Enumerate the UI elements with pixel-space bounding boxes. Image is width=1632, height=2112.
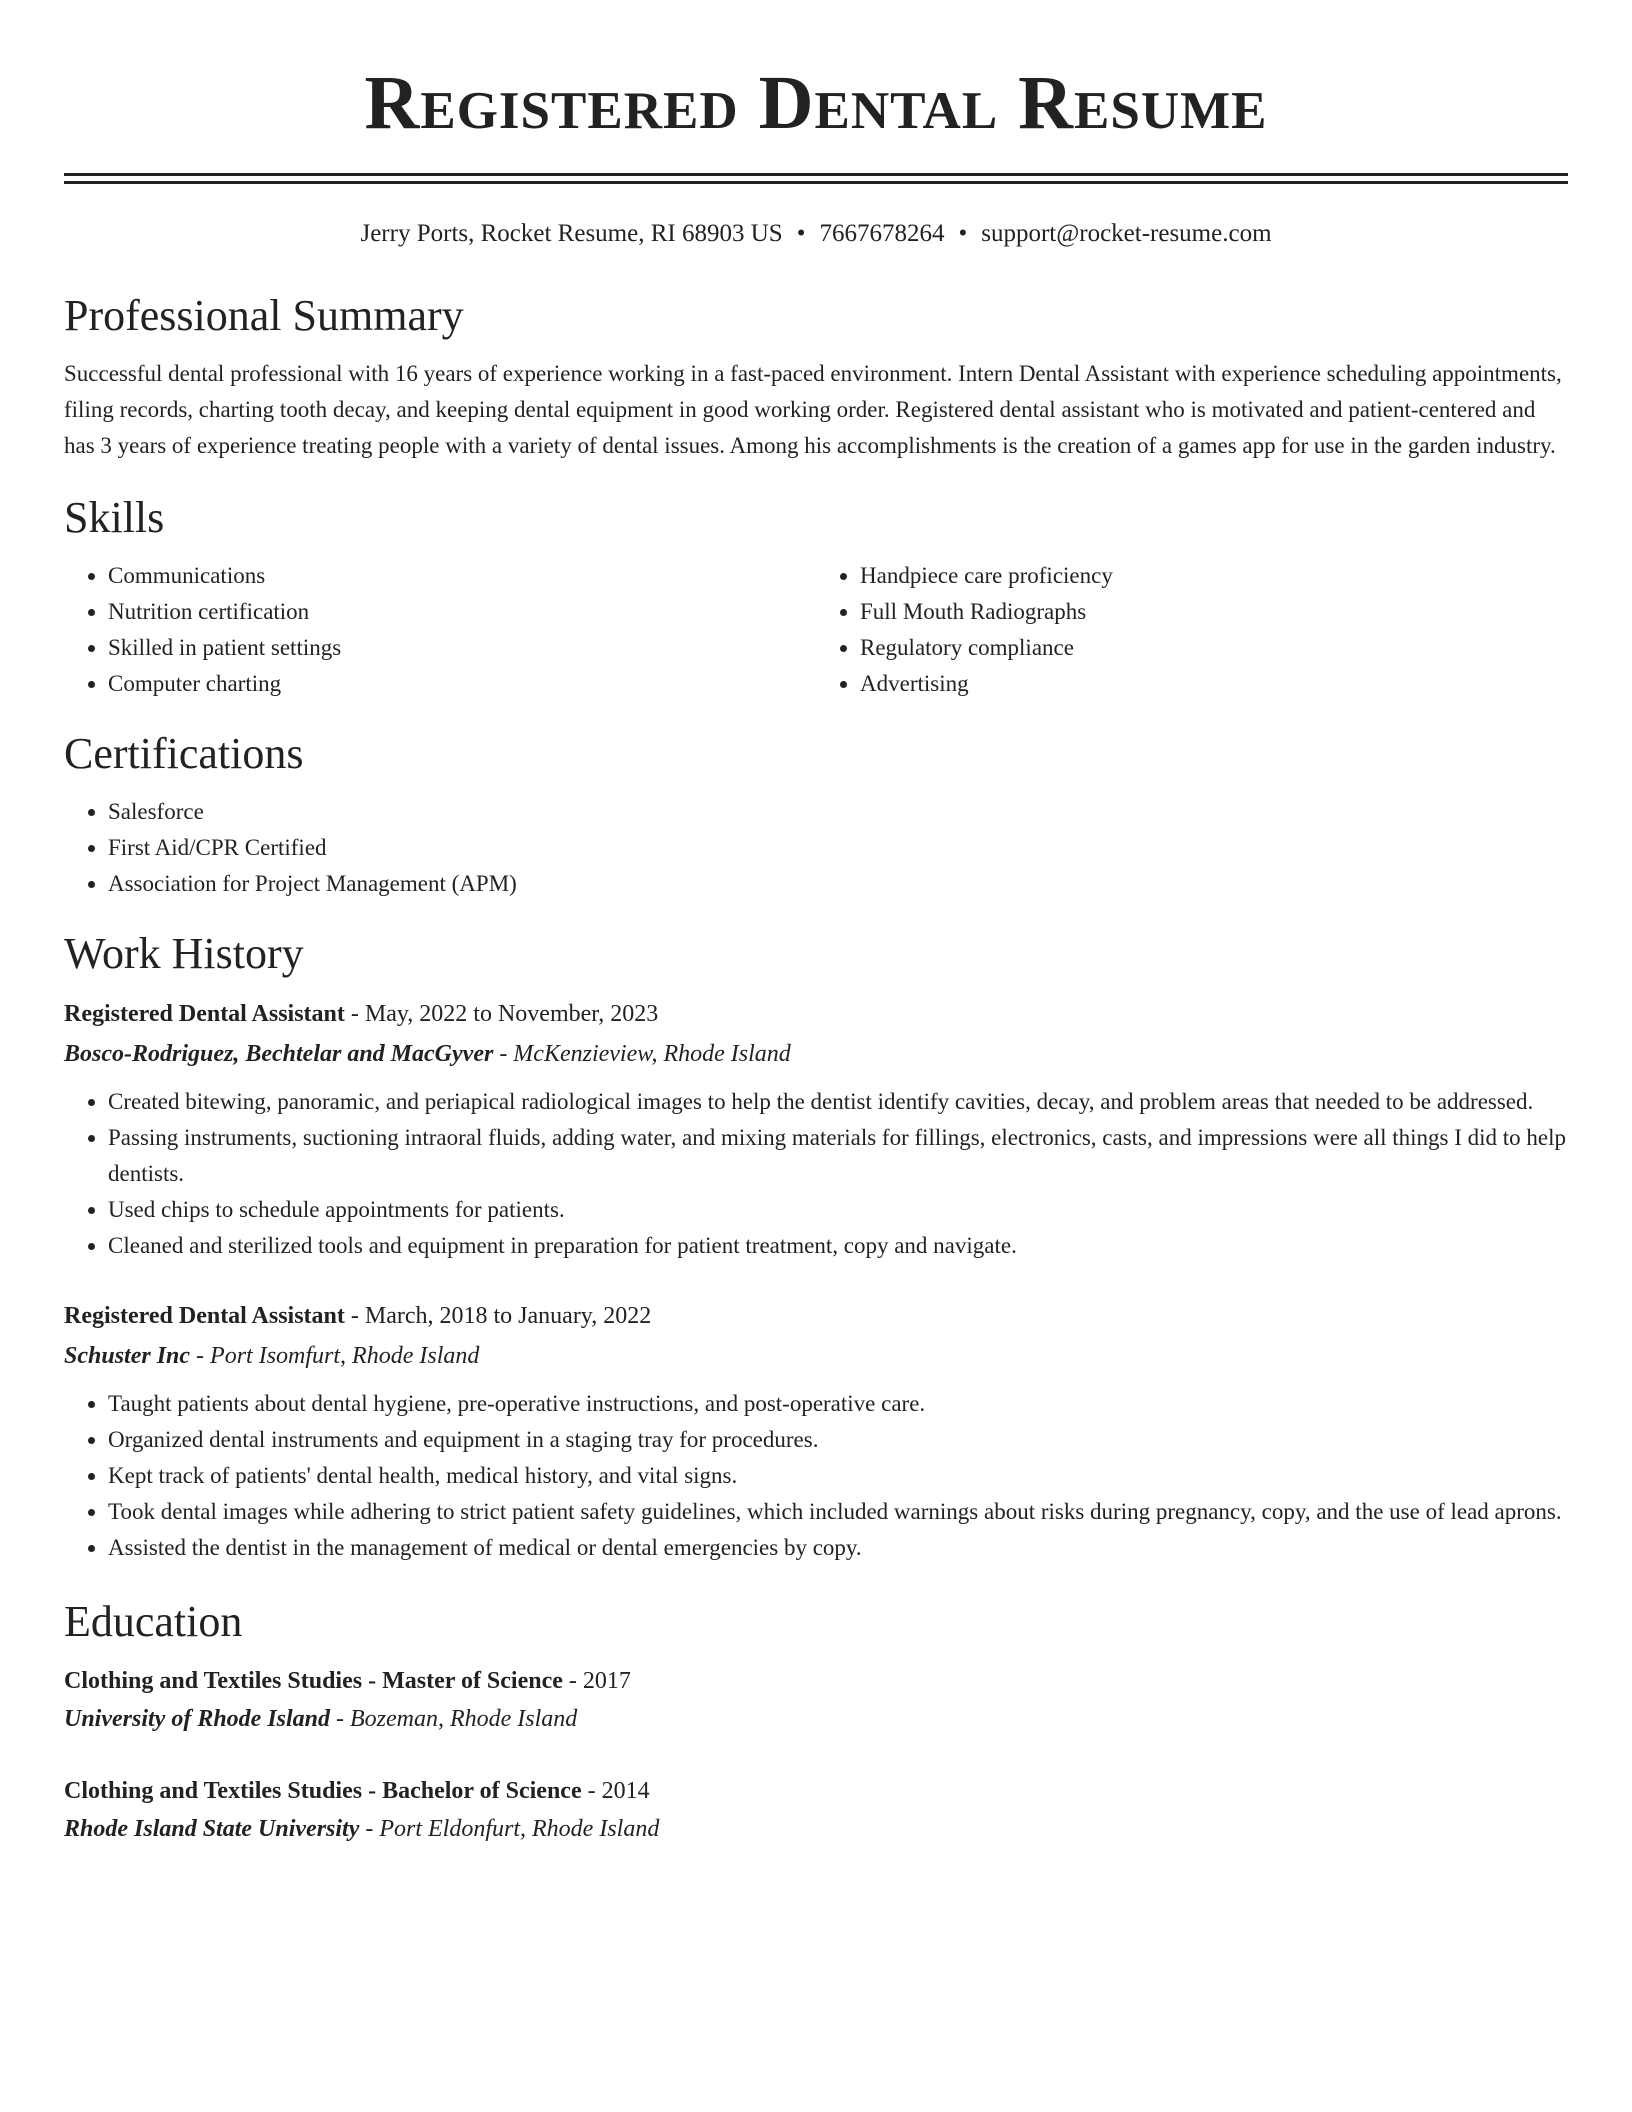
education-school: University of Rhode Island: [64, 1706, 331, 1732]
skill-item: • Nutrition certification: [108, 594, 816, 630]
job-bullet: • Organized dental instruments and equipment in a staging tray for procedures.: [108, 1422, 1568, 1458]
job-location: - McKenzieview, Rhode Island: [493, 1041, 791, 1067]
summary-heading: Professional Summary: [64, 291, 464, 340]
job-dates: - May, 2022 to November, 2023: [344, 1001, 659, 1027]
resume-content: [64, 0, 1568, 1848]
education-location: - Bozeman, Rhode Island: [330, 1706, 578, 1732]
job-bullet: • Taught patients about dental hygiene, pre-operative instructions, and post-operative care.: [108, 1386, 1568, 1422]
education-school: Rhode Island State University: [64, 1816, 360, 1842]
divider-line-top: [64, 173, 1568, 176]
education-degree-line: [64, 1662, 1568, 1700]
certifications-heading: Certifications: [64, 729, 304, 778]
education-degree-line: [64, 1772, 1568, 1810]
job-company: Bosco-Rodriguez, Bechtelar and MacGyver: [64, 1041, 494, 1067]
job-bullet: • Took dental images while adhering to strict patient safety guidelines, which included warnings about risks during pregnancy, copy, and the use of lead aprons.: [108, 1494, 1568, 1530]
education-degree: Clothing and Textiles Studies - Bachelor of Science: [64, 1778, 582, 1804]
contact-separator: •: [796, 220, 806, 247]
job-bullets: [64, 1084, 1568, 1264]
job-company: Schuster Inc: [64, 1343, 191, 1369]
skill-item: • Skilled in patient settings: [108, 630, 816, 666]
contact-phone: 7667678264: [819, 220, 945, 247]
certifications-list: [64, 794, 1568, 902]
job-location: - Port Isomfurt, Rhode Island: [190, 1343, 480, 1369]
job-title: Registered Dental Assistant: [64, 1001, 345, 1027]
job-title-line: [64, 1296, 1568, 1336]
education-school-line: [64, 1700, 1568, 1738]
certification-item: • Association for Project Management (APM): [108, 866, 1568, 902]
job-bullet: • Created bitewing, panoramic, and periapical radiological images to help the dentist identify cavities, decay, and problem areas that needed to be addressed.: [108, 1084, 1568, 1120]
certification-item: • Salesforce: [108, 794, 1568, 830]
job-entry: [64, 1296, 1568, 1566]
contact-separator: •: [958, 220, 968, 247]
job-company-line: [64, 1336, 1568, 1376]
summary-text: Successful dental professional with 16 years of experience working in a fast-paced environment. Intern Dental Assistant with experience scheduling appointments, filing records, charting tooth decay, and keeping dental equipment in good working order. Registered dental assistant who is motivated and patient-centered and has 3 years of experience treating people with a variety of dental issues. Among his accomplishments is the creation of a games app for use in the garden industry.: [64, 361, 1562, 458]
education-year: - 2017: [562, 1668, 631, 1694]
education-school-line: [64, 1810, 1568, 1848]
skill-item: • Regulatory compliance: [860, 630, 1568, 666]
job-title-line: [64, 994, 1568, 1034]
job-title: Registered Dental Assistant: [64, 1303, 345, 1329]
skill-item: • Full Mouth Radiographs: [860, 594, 1568, 630]
job-bullet: • Kept track of patients' dental health, medical history, and vital signs.: [108, 1458, 1568, 1494]
education-heading: Education: [64, 1597, 243, 1646]
job-bullet: • Assisted the dentist in the management of medical or dental emergencies by copy.: [108, 1530, 1568, 1566]
contact-line: [64, 218, 1568, 250]
job-bullet: • Cleaned and sterilized tools and equipment in preparation for patient treatment, copy and navigate.: [108, 1228, 1568, 1264]
work-history-heading: Work History: [64, 929, 304, 978]
contact-email: support@rocket-resume.com: [981, 220, 1272, 247]
education-degree: Clothing and Textiles Studies - Master of Science: [64, 1668, 563, 1694]
education-entry: [64, 1772, 1568, 1848]
job-company-line: [64, 1034, 1568, 1074]
skill-item: • Advertising: [860, 666, 1568, 702]
certification-item: • First Aid/CPR Certified: [108, 830, 1568, 866]
education-entry: [64, 1662, 1568, 1738]
job-dates: - March, 2018 to January, 2022: [344, 1303, 652, 1329]
contact-address: Jerry Ports, Rocket Resume, RI 68903 US: [360, 220, 783, 247]
skills-list: [64, 558, 1568, 702]
divider-line-bottom: [64, 181, 1568, 184]
resume-title: Registered Dental Resume: [364, 61, 1268, 145]
job-bullet: • Passing instruments, suctioning intraoral fluids, adding water, and mixing materials for fillings, electronics, casts, and impressions were all things I did to help dentists.: [108, 1120, 1568, 1192]
skills-column-right: [816, 558, 1568, 702]
education-location: - Port Eldonfurt, Rhode Island: [359, 1816, 660, 1842]
skill-item: • Computer charting: [108, 666, 816, 702]
skills-column-left: [64, 558, 816, 702]
skill-item: • Communications: [108, 558, 816, 594]
job-bullet: • Used chips to schedule appointments for patients.: [108, 1192, 1568, 1228]
education-year: - 2014: [581, 1778, 650, 1804]
job-entry: [64, 994, 1568, 1264]
skill-item: • Handpiece care proficiency: [860, 558, 1568, 594]
skills-heading: Skills: [64, 493, 165, 542]
job-bullets: [64, 1386, 1568, 1566]
title-divider: [64, 173, 1568, 184]
